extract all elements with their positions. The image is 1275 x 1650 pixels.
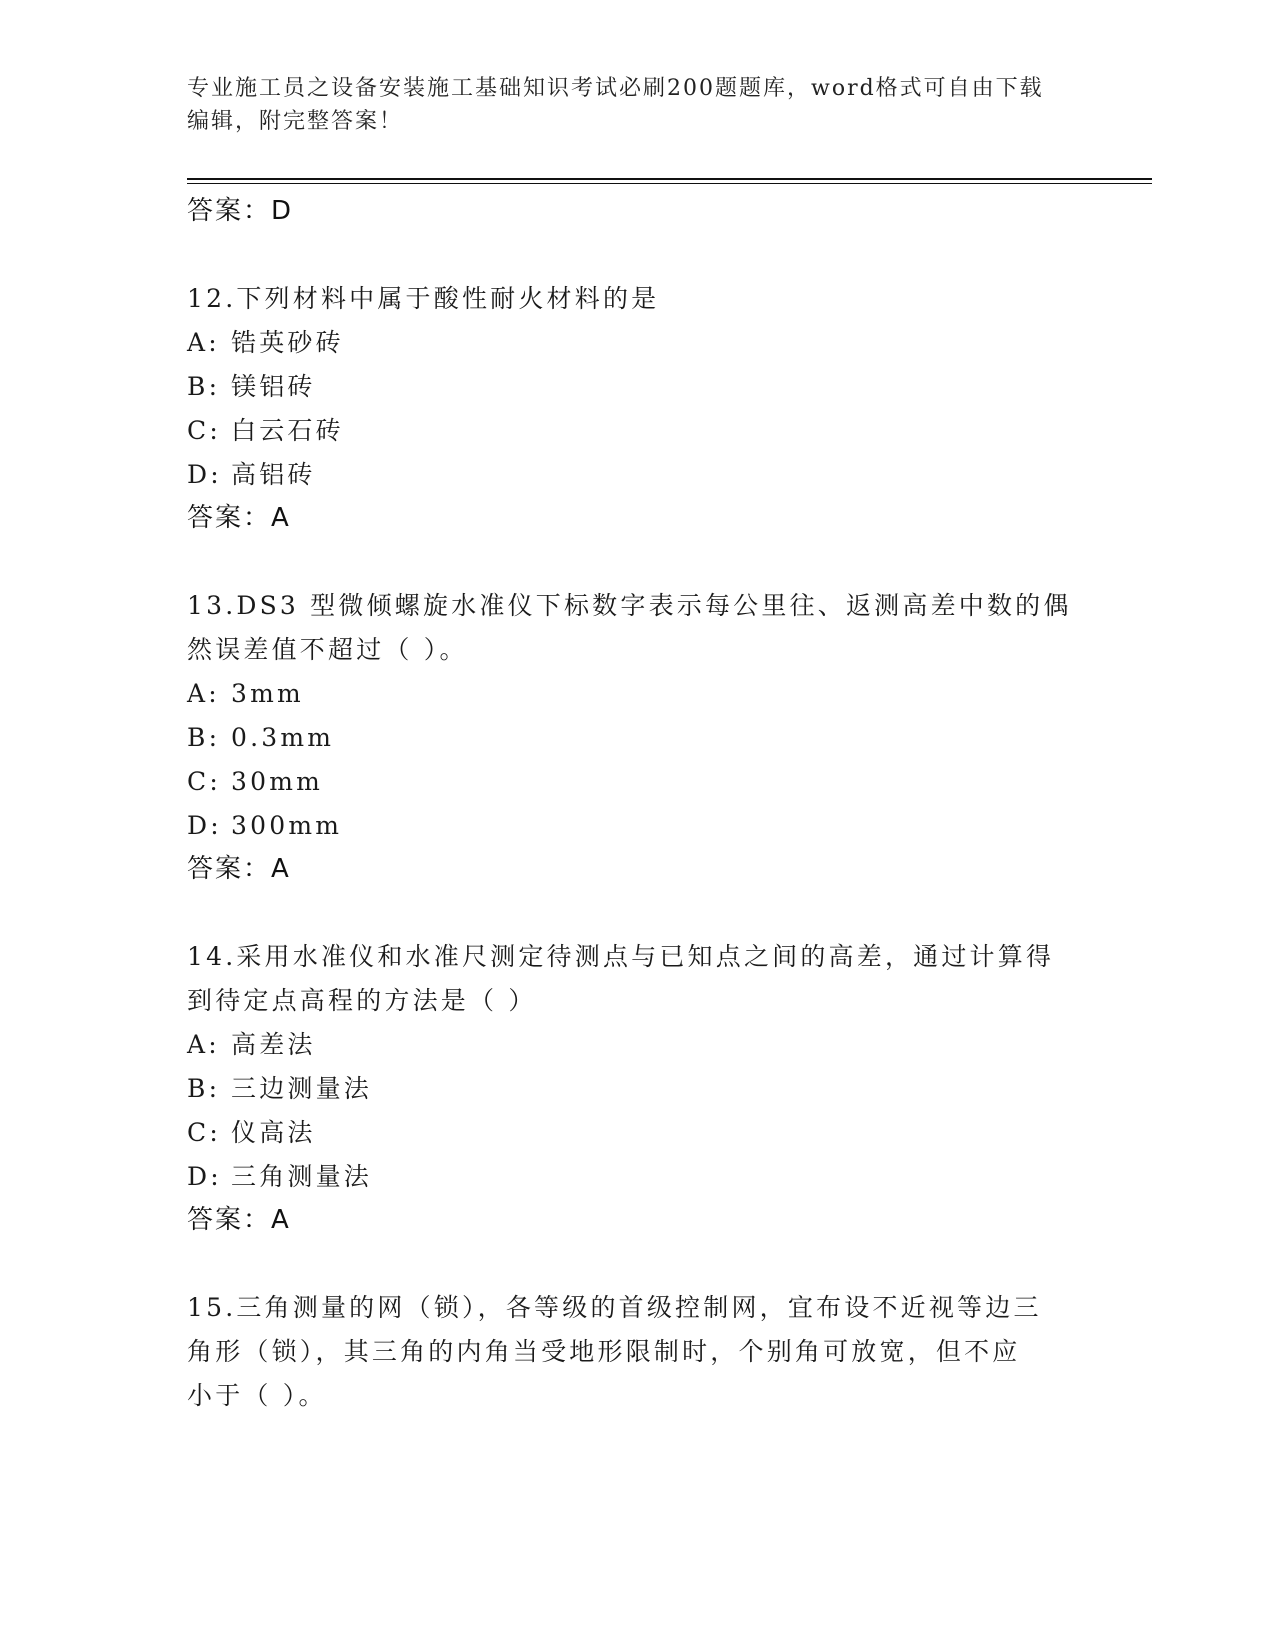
question-stem: 15.三角测量的网（锁），各等级的首级控制网，宜布设不近视等边三 (187, 1293, 1042, 1322)
question-stem-continued: 角形（锁），其三角的内角当受地形限制时，个别角可放宽，但不应 (187, 1337, 1021, 1366)
option-letter: D: (187, 460, 222, 489)
option-letter: B: (187, 723, 221, 752)
option-text: 0.3mm (231, 723, 335, 752)
question-stem: 14.采用水准仪和水准尺测定待测点与已知点之间的高差，通过计算得 (187, 942, 1055, 971)
question-stem: 13.DS3 型微倾螺旋水准仪下标数字表示每公里往、返测高差中数的偶 (187, 591, 1072, 620)
option-a (187, 1027, 316, 1063)
question-stem: 12.下列材料中属于酸性耐火材料的是 (187, 284, 660, 313)
option-letter: B: (187, 372, 221, 401)
answer-line: 答案：A (187, 1205, 291, 1235)
option-text: 仪高法 (231, 1118, 316, 1147)
answer-line: 答案：D (187, 196, 294, 226)
option-b (187, 1071, 372, 1107)
question-stem-continued: 然误差值不超过（ ）。 (187, 635, 468, 664)
option-text: 30mm (231, 767, 324, 796)
option-text: 镁铝砖 (231, 372, 316, 401)
option-letter: D: (187, 811, 222, 840)
option-d (187, 1159, 372, 1195)
option-text: 300mm (231, 811, 343, 840)
option-c (187, 1115, 316, 1151)
option-letter: A: (187, 1030, 220, 1059)
option-letter: C: (187, 416, 221, 445)
header-divider-thin (187, 183, 1152, 184)
option-c (187, 413, 344, 449)
option-text: 3mm (231, 679, 304, 708)
option-d (187, 808, 342, 844)
option-text: 高铝砖 (231, 460, 316, 489)
option-letter: B: (187, 1074, 221, 1103)
option-d (187, 457, 316, 493)
option-b (187, 720, 334, 756)
option-c (187, 764, 323, 800)
option-letter: C: (187, 1118, 221, 1147)
option-letter: D: (187, 1162, 222, 1191)
option-a (187, 676, 304, 712)
answer-line: 答案：A (187, 854, 291, 884)
option-text: 高差法 (231, 1030, 316, 1059)
question-stem-continued: 到待定点高程的方法是（ ） (187, 986, 537, 1015)
option-letter: C: (187, 767, 221, 796)
option-letter: A: (187, 328, 220, 357)
option-b (187, 369, 316, 405)
option-text: 白云石砖 (231, 416, 344, 445)
option-a (187, 325, 344, 361)
document-header: 专业施工员之设备安装施工基础知识考试必刷200题题库，word格式可自由下载编辑，附完整答案！ (187, 76, 1044, 134)
option-text: 三边测量法 (231, 1074, 373, 1103)
option-text: 三角测量法 (231, 1162, 373, 1191)
question-stem-continued: 小于（ ）。 (187, 1381, 327, 1410)
answer-line: 答案：A (187, 503, 291, 533)
header-divider (187, 178, 1152, 180)
option-text: 锆英砂砖 (231, 328, 344, 357)
option-letter: A: (187, 679, 220, 708)
